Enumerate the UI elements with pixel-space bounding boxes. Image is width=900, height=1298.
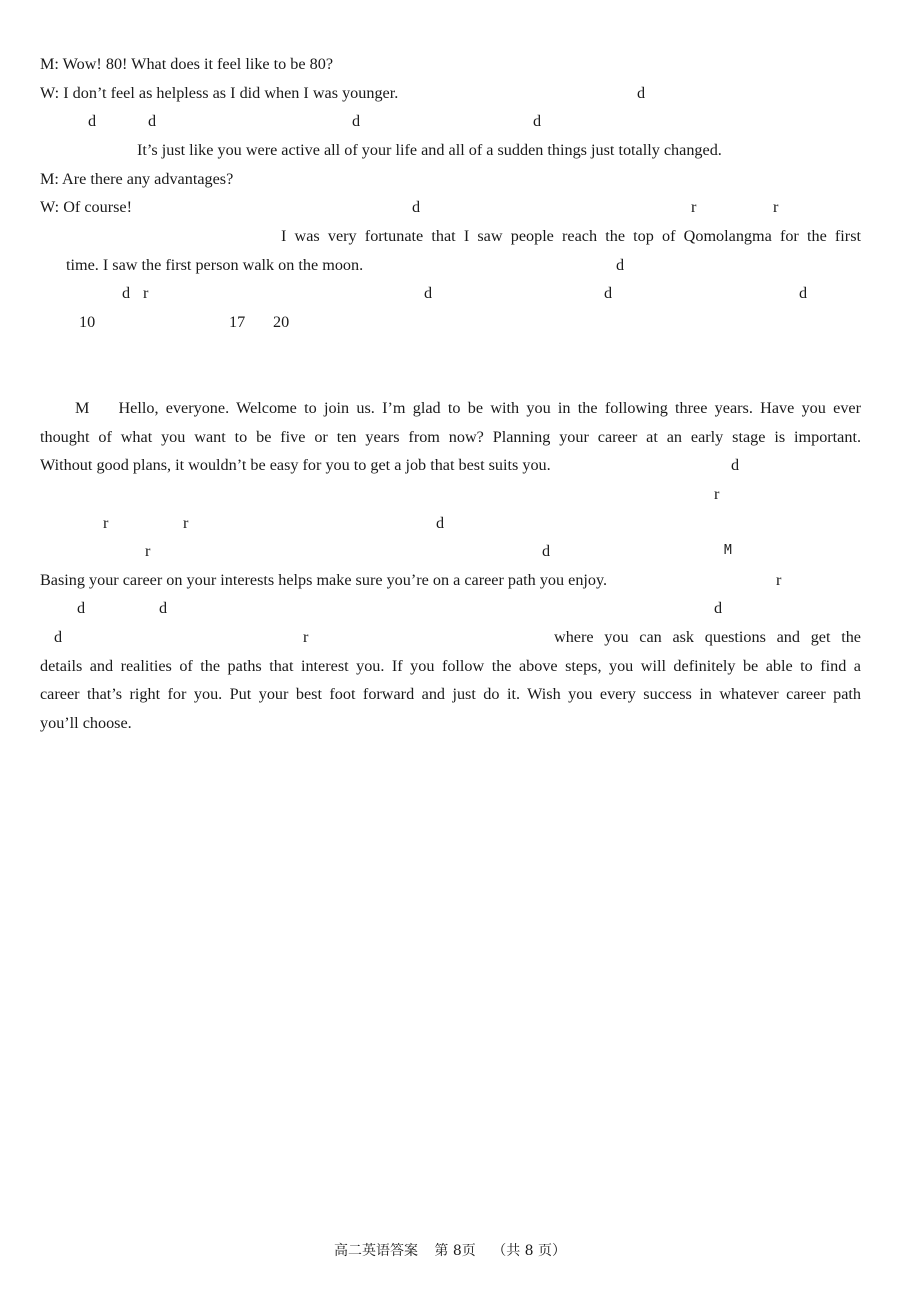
dialogue-line-7: time. I saw the first person walk on the moon.: [66, 256, 364, 274]
footer-page-total: （共 8 页）: [492, 1243, 567, 1259]
fragment-d: d: [54, 628, 63, 646]
fragment-r: r: [183, 514, 189, 532]
fragment-m: M: [724, 543, 732, 558]
speech-line-1: M Hello, everyone. Welcome to join us. I’m glad to be with you in the following three years. Have you ever: [75, 399, 861, 417]
fragment-d: d: [77, 599, 86, 617]
fragment-d: d: [637, 84, 646, 102]
dialogue-line-1: M: Wow! 80! What does it feel like to be 80?: [40, 55, 334, 73]
fragment-d: d: [616, 256, 625, 274]
fragment-d: d: [88, 112, 97, 130]
fragment-r: r: [145, 542, 151, 560]
speech-line-4: Basing your career on your interests helps make sure you’re on a career path you enjoy.: [40, 571, 608, 589]
fragment-d: d: [424, 284, 433, 302]
footer-page-number: 第 8页: [434, 1243, 476, 1259]
speech-line-8: you’ll choose.: [40, 714, 132, 732]
fragment-r: r: [303, 628, 309, 646]
dialogue-line-6: I was very fortunate that I saw people reach the top of Qomolangma for the first: [281, 227, 861, 245]
fragment-d: d: [533, 112, 542, 130]
dialogue-line-5: W: Of course!: [40, 198, 132, 216]
fragment-d: d: [122, 284, 131, 302]
footer-document-title: 高二英语答案: [333, 1243, 418, 1259]
speech-line-6: details and realities of the paths that interest you. If you follow the above steps, you will definitely be able to find a: [40, 657, 861, 675]
speech-line-3: Without good plans, it wouldn’t be easy for you to get a job that best suits you.: [40, 456, 551, 474]
dialogue-line-3: It’s just like you were active all of your life and all of a sudden things just totally changed.: [137, 141, 722, 159]
fragment-r: r: [143, 284, 149, 302]
speech-line-2: thought of what you want to be five or ten years from now? Planning your career at an early stage is important.: [40, 428, 861, 446]
fragment-d: d: [352, 112, 361, 130]
fragment-number: 10: [79, 313, 96, 331]
fragment-d: d: [159, 599, 168, 617]
fragment-d: d: [799, 284, 808, 302]
fragment-d: d: [436, 514, 445, 532]
speech-line-5: where you can ask questions and get the: [554, 628, 861, 646]
dialogue-line-4: M: Are there any advantages?: [40, 170, 234, 188]
fragment-number: 17: [229, 313, 246, 331]
fragment-number: 20: [273, 313, 290, 331]
speech-line-7: career that’s right for you. Put your best foot forward and just do it. Wish you every success in whatever career path: [40, 685, 861, 703]
fragment-r: r: [776, 571, 782, 589]
fragment-d: d: [714, 599, 723, 617]
fragment-r: r: [714, 485, 720, 503]
fragment-d: d: [731, 456, 740, 474]
fragment-r: r: [691, 198, 697, 216]
fragment-d: d: [542, 542, 551, 560]
page-footer: [0, 1241, 900, 1261]
dialogue-line-2: W: I don’t feel as helpless as I did when I was younger.: [40, 84, 399, 102]
fragment-d: d: [604, 284, 613, 302]
fragment-d: d: [412, 198, 421, 216]
fragment-r: r: [773, 198, 779, 216]
fragment-d: d: [148, 112, 157, 130]
fragment-r: r: [103, 514, 109, 532]
